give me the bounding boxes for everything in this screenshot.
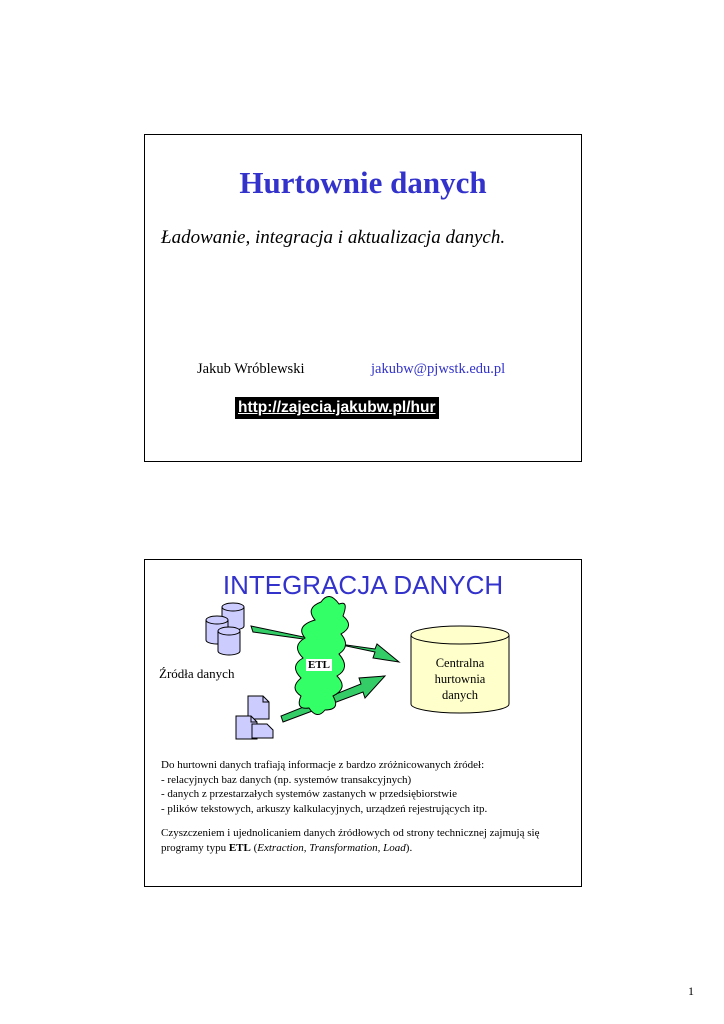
author-name: Jakub Wróblewski [197,361,305,377]
etl-diagram [145,560,583,740]
central-warehouse-line1: Centralna [435,656,485,670]
slide-title [144,134,582,462]
body-bullet-files: - plików tekstowych, arkuszy kalkulacyjnych, urządzeń rejestrujących itp. [161,802,488,815]
etl-paragraph-end: ). [405,841,413,854]
etl-term: ETL [228,841,251,854]
central-warehouse-line3: danych [441,688,479,702]
etl-label: ETL [308,659,331,671]
slide-title-heading: Hurtownie danych [239,165,487,200]
document-stack-icon [252,724,273,738]
database-cylinder-icon [218,627,240,655]
body-bullet-legacy: - danych z przestarzałych systemów zastanych w przedsiębiorstwie [161,788,457,800]
body-intro: Do hurtowni danych trafiają informacje z bardzo zróżnicowanych źródeł: [161,759,485,771]
etl-paragraph-start: Czyszczeniem i ujednolicaniem danych źródłowych od strony technicznej zajmują się programy typu [161,827,540,854]
etl-expansion: Extraction, Transformation, Load [257,841,406,854]
body-etl-paragraph [161,826,571,855]
data-sources-label: Źródła danych [159,666,235,681]
central-warehouse-line2: hurtownia [434,672,486,686]
central-warehouse-label [411,655,509,703]
slide-subtitle: Ładowanie, integracja i aktualizacja danych. [161,227,506,248]
slide-integration [144,559,582,887]
slide-integration-body [161,758,571,855]
etl-paragraph-open: ( [250,841,258,854]
body-bullet-relational: - relacyjnych baz danych (np. systemów transakcyjnych) [161,773,412,786]
slide-integration-heading: INTEGRACJA DANYCH [222,570,504,600]
author-email-link[interactable]: jakubw@pjwstk.edu.pl [371,361,506,377]
course-url-link[interactable]: http://zajecia.jakubw.pl/hur [235,397,439,419]
page-number: 1 [688,984,694,998]
